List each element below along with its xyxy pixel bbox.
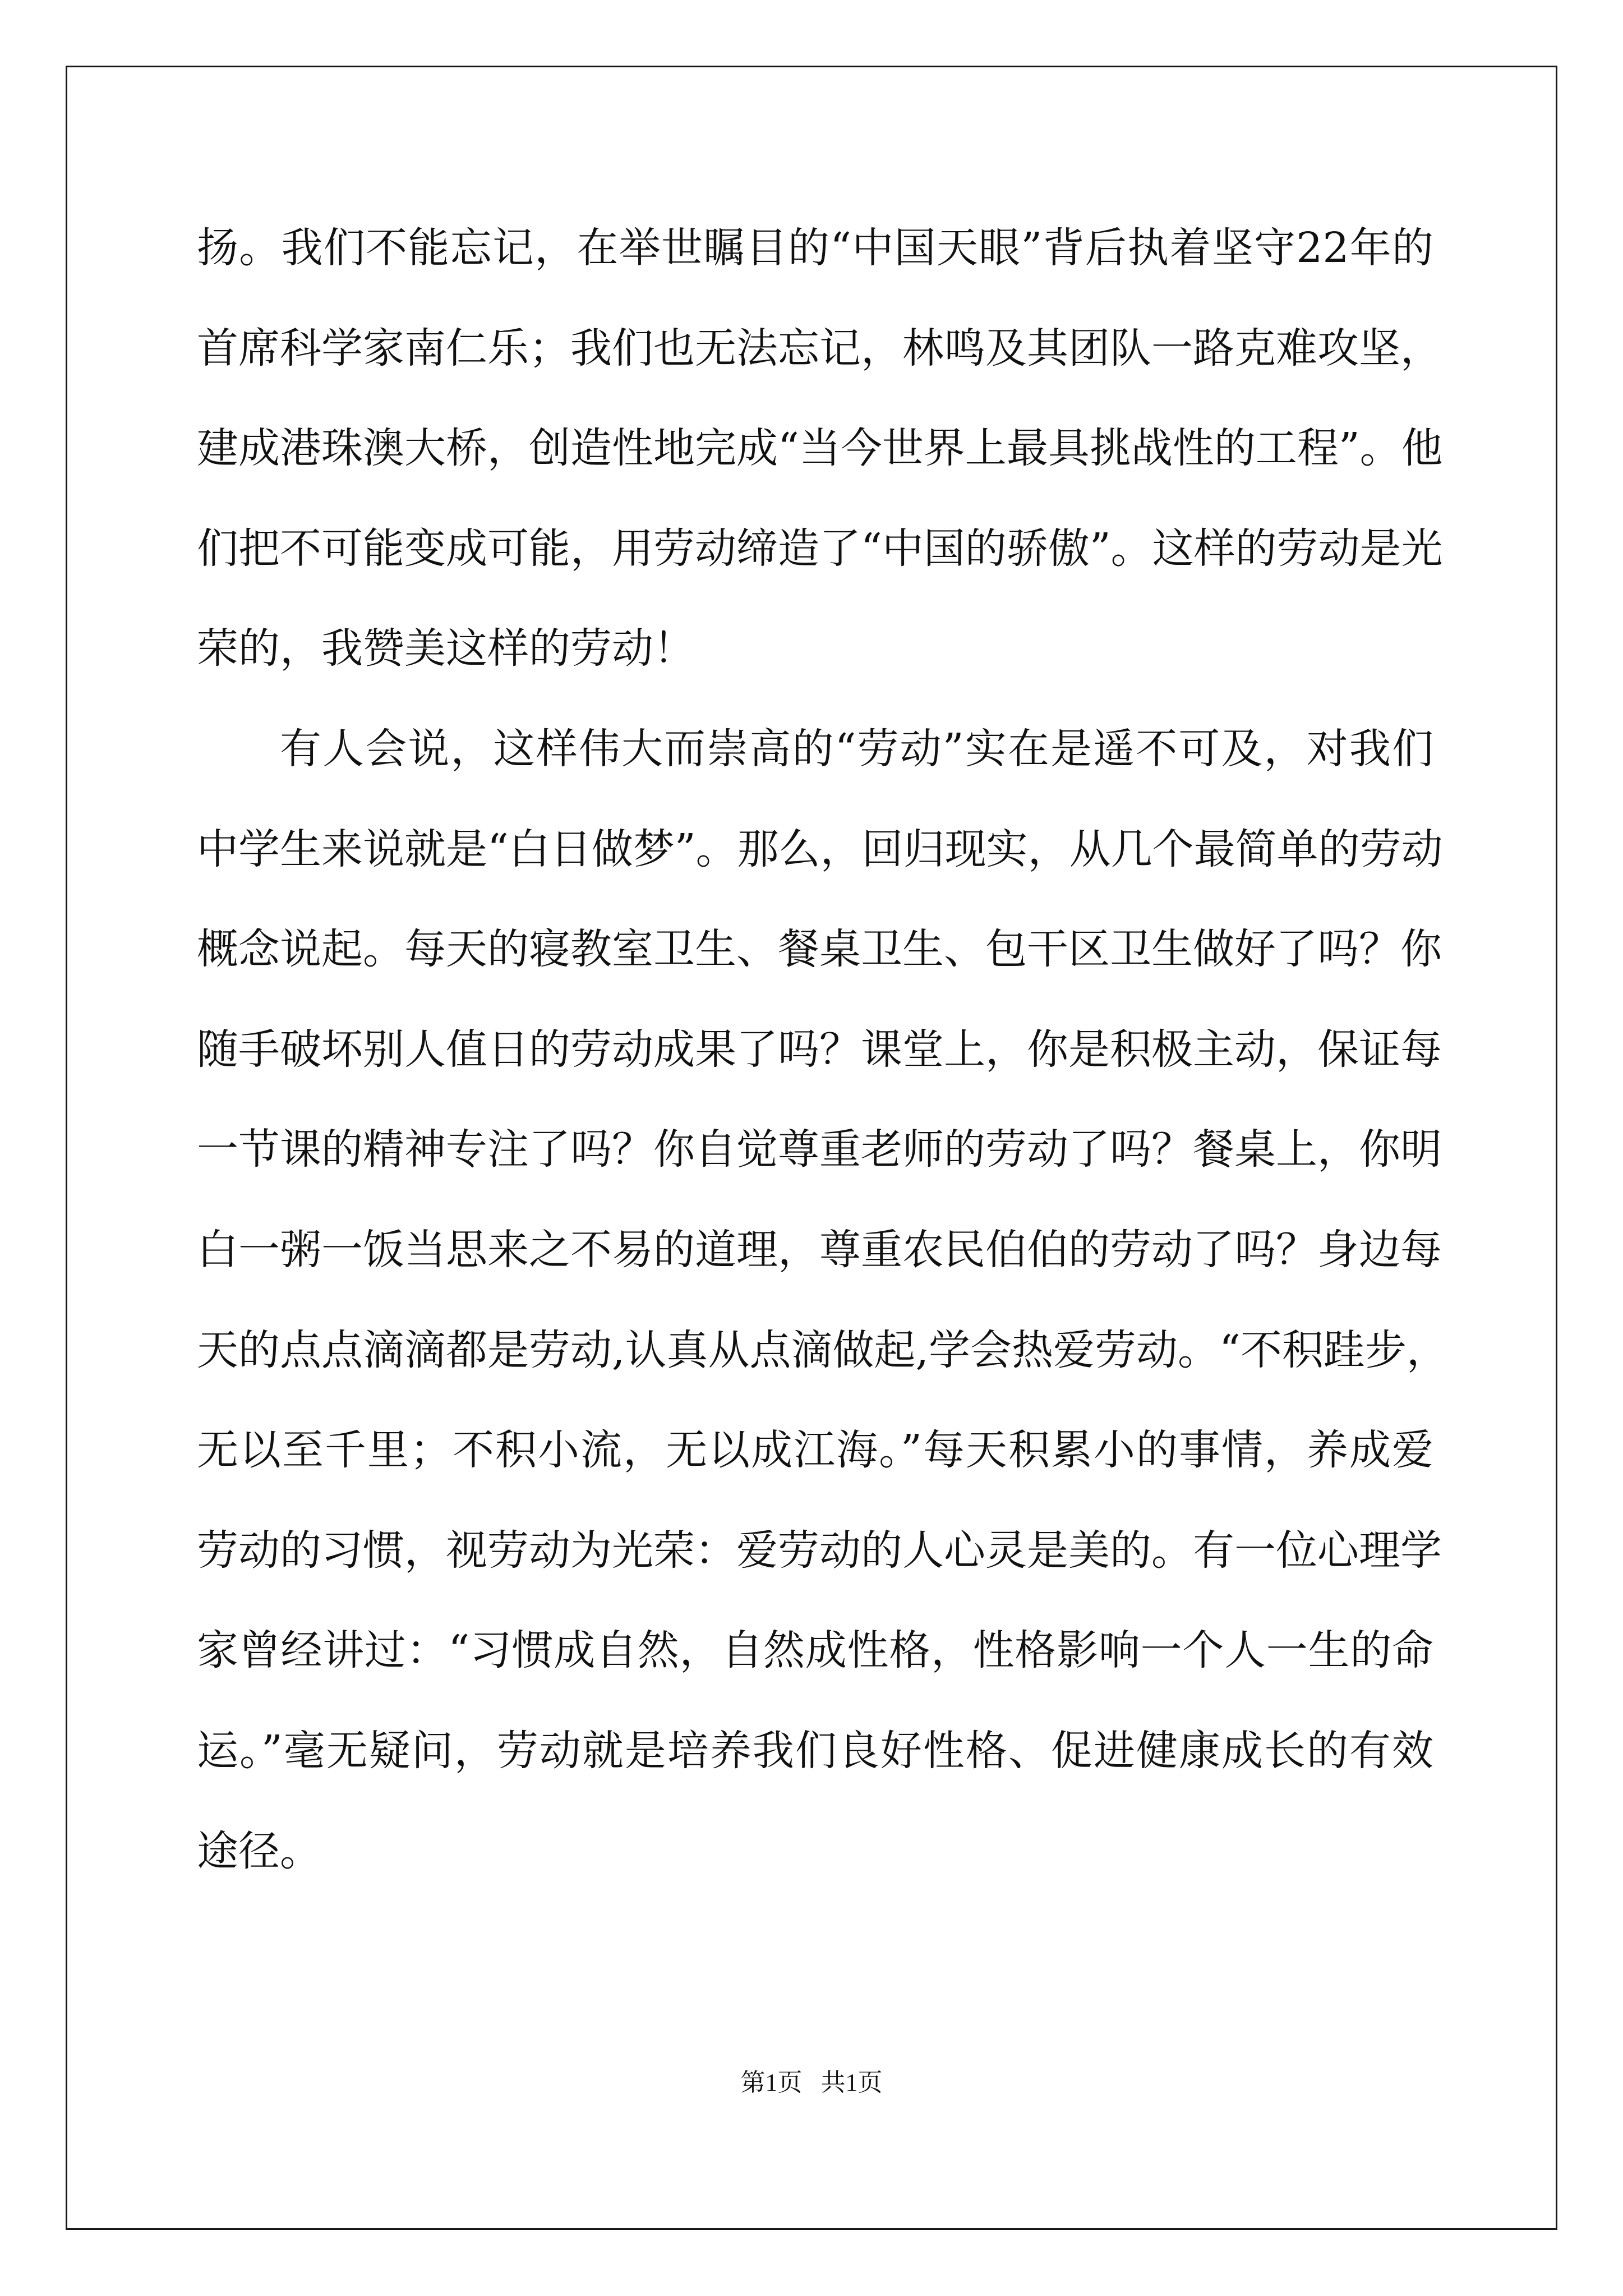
text-line: 家曾经讲过：“习惯成自然，自然成性格，性格影响一个人一生的命: [197, 1626, 1433, 1675]
text-line: 白一粥一饭当思来之不易的道理，尊重农民伯伯的劳动了吗？身边每: [197, 1225, 1442, 1274]
text-line: 途径。: [197, 1826, 321, 1875]
text-line: 概念说起。每天的寝教室卫生、餐桌卫生、包干区卫生做好了吗？你: [197, 925, 1442, 974]
text-line: 劳动的习惯，视劳动为光荣：爱劳动的人心灵是美的。有一位心理学: [197, 1526, 1442, 1575]
text-line: 天的点点滴滴都是劳动,认真从点滴做起,学会热爱劳动。“不积跬步，: [197, 1326, 1448, 1374]
text-line: 建成港珠澳大桥，创造性地完成“当今世界上最具挑战性的工程”。他: [197, 424, 1443, 473]
text-line: 一节课的精神专注了吗？你自觉尊重老师的劳动了吗？餐桌上，你明: [197, 1125, 1442, 1174]
page-number-footer: 第1页 共1页: [740, 2069, 883, 2096]
text-line: 扬。我们不能忘记，在举世瞩目的“中国天眼”背后执着坚守22年的: [197, 224, 1433, 272]
text-line: 们把不可能变成可能，用劳动缔造了“中国的骄傲”。这样的劳动是光: [197, 524, 1443, 573]
text-line: 无以至千里；不积小流，无以成江海。”每天积累小的事情，养成爱: [197, 1426, 1433, 1475]
body-text: [197, 198, 1448, 1901]
text-line: 运。”毫无疑问，劳动就是培养我们良好性格、促进健康成长的有效: [197, 1726, 1433, 1775]
text-line: 随手破坏别人值日的劳动成果了吗？课堂上，你是积极主动，保证每: [197, 1025, 1442, 1074]
paragraph-start-line: 有人会说，这样伟大而崇高的“劳动”实在是遥不可及，对我们: [280, 724, 1433, 773]
text-line: 首席科学家南仁乐；我们也无法忘记，林鸣及其团队一路克难攻坚，: [197, 324, 1442, 372]
text-line: 荣的，我赞美这样的劳动！: [197, 624, 695, 673]
text-line: 中学生来说就是“白日做梦”。那么，回归现实，从几个最简单的劳动: [197, 825, 1443, 873]
